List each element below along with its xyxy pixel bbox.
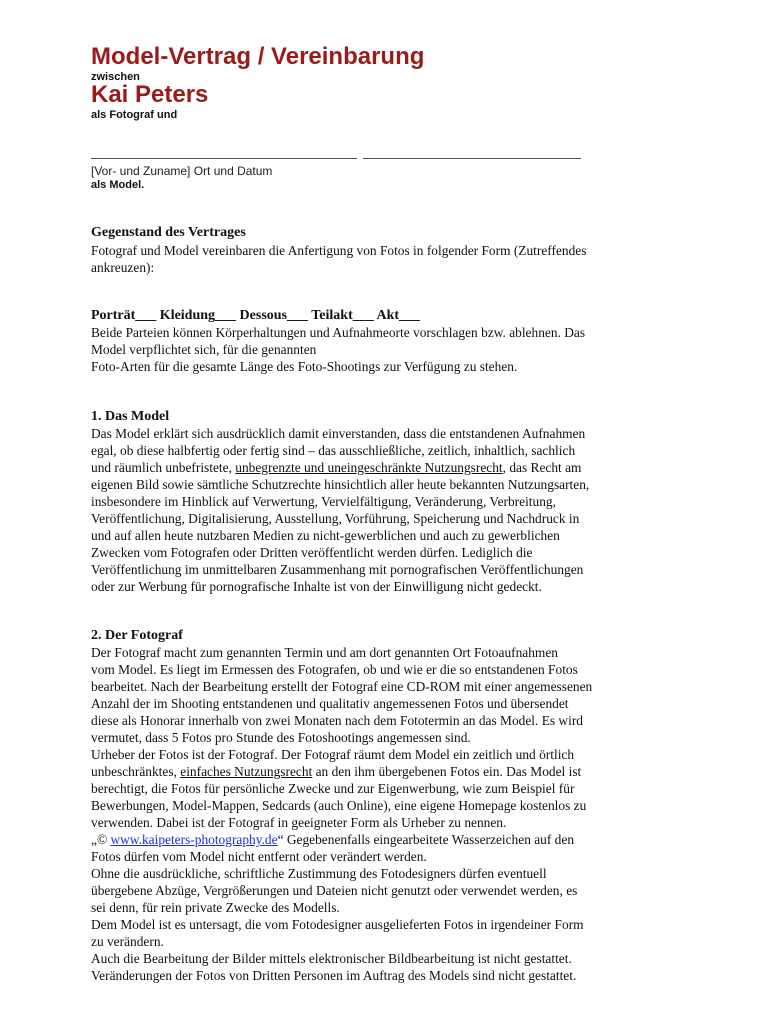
watermark-sentence: “ Gegebenenfalls eingearbeitete Wasserzeichen auf den [277,832,575,847]
subject-heading: Gegenstand des Vertrages [91,225,246,240]
photographer-line-7: Urheber der Fotos ist der Fotograf. Der Fotograf räumt dem Model ein zeitlich und örtlich [91,747,575,762]
model-line-4: eigenen Bild sowie sämtliche Schutzrechte hinsichtlich aller heute bekannten Nutzungsarten, [91,477,590,492]
photographer-line-8-end: an den ihm übergebenen Fotos ein. Das Model ist [312,764,582,779]
photographer-line-17: Dem Model ist es untersagt, die vom Fotodesigner ausgelieferten Fotos in irgendeiner Form [91,917,584,932]
unlimited-usage-rights: unbegrenzte und uneingeschränkte Nutzungsrecht [235,460,503,475]
photographer-line-6: vermutet, dass 5 Fotos pro Stunde des Fotoshootings angemessen sind. [91,730,471,745]
model-line-9: Veröffentlichung im unmittelbaren Zusammenhang mit pornografischen Veröffentlichungen [91,562,584,577]
subject-paragraph-2: Model verpflichtet sich, für die genannten [91,342,317,357]
photographer-website-link[interactable]: www.kaipeters-photography.de [110,832,278,847]
photographer-line-12 [91,831,691,848]
model-line-8: Zwecken vom Fotografen oder Dritten veröffentlicht werden dürfen. Lediglich die [91,545,533,560]
photographer-line-11: verwenden. Dabei ist der Fotograf in geeigneter Form als Urheber zu nennen. [91,815,507,830]
model-line-5: insbesondere im Hinblick auf Verwertung, Vervielfältigung, Veränderung, Verbreitung, [91,494,556,509]
model-line-3-text: und räumlich unbefristete, [91,460,236,475]
model-line-7: und auf allen heute nutzbaren Medien zu nicht-gewerblichen und auch zu gewerblichen [91,528,560,543]
photographer-line-9: berechtigt, die Fotos für persönliche Zwecke und zur Eigenwerbung, wie zum Beispiel für [91,781,575,796]
photographer-line-1: Der Fotograf macht zum genannten Termin und am dort genannten Ort Fotoaufnahmen [91,645,558,660]
simple-usage-right: einfaches Nutzungsrecht [180,764,313,779]
photographer-line-4: Anzahl der im Shooting entstandenen und qualitativ angemessenen Fotos und übersendet [91,696,569,711]
photographer-line-10: Bewerbungen, Model-Mappen, Sedcards (auch Online), eine eigene Homepage kostenlos zu [91,798,587,813]
subject-paragraph-1: Beide Parteien können Körperhaltungen und Aufnahmeorte vorschlagen bzw. ablehnen. Das [91,325,586,340]
photographer-line-16: sei denn, für rein private Zwecke des Modells. [91,900,340,915]
model-role: als Model. [91,179,145,191]
signature-lines [91,148,591,164]
photographer-line-2: vom Model. Es liegt im Ermessen des Fotografen, ob und wie er die so entstandenen Fotos [91,662,578,677]
document-title: Model-Vertrag / Vereinbarung [91,43,425,70]
photographer-line-15: übergebene Abzüge, Vergrößerungen und Dateien nicht genutzt oder verwendet werden, es [91,883,578,898]
photographer-line-8 [91,763,691,780]
subject-paragraph-3: Foto-Arten für die gesamte Länge des Foto-Shootings zur Verfügung zu stehen. [91,359,518,374]
model-section-heading: 1. Das Model [91,409,170,424]
photographer-section-heading: 2. Der Fotograf [91,628,183,643]
photographer-role: als Fotograf und [91,109,178,121]
photo-type-options: Porträt___ Kleidung___ Dessous___ Teilakt___ Akt___ [91,308,421,323]
model-line-6: Veröffentlichung, Digitalisierung, Ausstellung, Vorführung, Speicherung und Nachdruck in [91,511,580,526]
model-line-2: egal, ob diese halbfertig oder fertig sind – das ausschließliche, zeitlich, inhaltlich, sachlich [91,443,576,458]
photographer-line-13: Fotos dürfen vom Model nicht entfernt oder verändert werden. [91,849,427,864]
place-date-line [363,158,581,159]
photographer-line-18: zu verändern. [91,934,164,949]
name-signature-line [91,158,357,159]
model-line-3 [91,459,691,476]
model-line-10: oder zur Werbung für pornografische Inhalte ist von der Einwilligung nicht gedeckt. [91,579,542,594]
subject-line-2: ankreuzen): [91,260,155,275]
copyright-prefix: „© [91,832,111,847]
photographer-line-19: Auch die Bearbeitung der Bilder mittels elektronischer Bildbearbeitung ist nicht gestattet. [91,951,572,966]
photographer-line-8-start: unbeschränktes, [91,764,181,779]
photographer-line-20: Veränderungen der Fotos von Dritten Personen im Auftrag des Models sind nicht gestattet. [91,968,577,983]
photographer-line-14: Ohne die ausdrückliche, schriftliche Zustimmung des Fotodesigners dürfen eventuell [91,866,547,881]
model-line-3-end: , das Recht am [502,460,582,475]
between-label: zwischen [91,71,140,83]
photographer-line-3: bearbeitet. Nach der Bearbeitung erstellt der Fotograf eine CD-ROM mit einer angemessenen [91,679,593,694]
subject-line-1: Fotograf und Model vereinbaren die Anfertigung von Fotos in folgender Form (Zutreffendes [91,243,587,258]
model-line-1: Das Model erklärt sich ausdrücklich damit einverstanden, dass die entstandenen Aufnahmen [91,426,586,441]
photographer-line-5: diese als Honorar innerhalb von zwei Monaten nach dem Fototermin an das Model. Es wird [91,713,583,728]
photographer-name: Kai Peters [91,81,209,108]
signature-hint: [Vor- und Zuname] Ort und Datum [91,164,273,178]
